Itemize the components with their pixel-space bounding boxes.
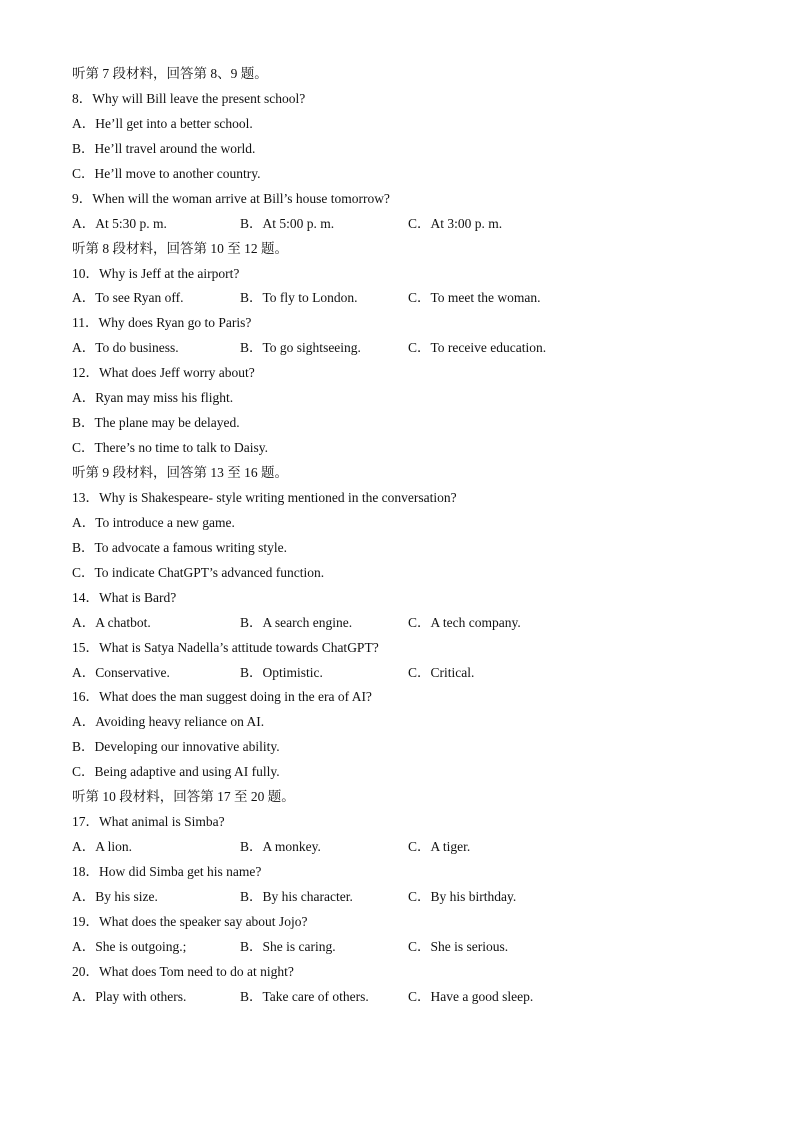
option-b: B．Optimistic.: [240, 664, 323, 680]
option-line: A．Avoiding heavy reliance on AI.: [72, 714, 265, 730]
option-c: C．Have a good sleep.: [408, 988, 534, 1004]
question-text: 8．Why will Bill leave the present school?: [72, 90, 306, 106]
option-c: C．By his birthday.: [408, 888, 517, 904]
option-b: B．By his character.: [240, 888, 353, 904]
section-heading: 听第 10 段材料，回答第 17 至 20 题。: [72, 789, 295, 805]
option-line: A．To introduce a new game.: [72, 514, 235, 530]
option-c: C．A tech company.: [408, 614, 521, 630]
option-line: C．He’ll move to another country.: [72, 165, 261, 181]
option-line: C．Being adaptive and using AI fully.: [72, 764, 280, 780]
option-b: B．To go sightseeing.: [240, 340, 361, 356]
options-row: [72, 935, 732, 960]
option-a: A．She is outgoing.;: [72, 938, 187, 954]
option-b: B．A monkey.: [240, 839, 321, 855]
options-row: [72, 336, 732, 361]
option-b: B．To fly to London.: [240, 290, 358, 306]
option-a: A．A chatbot.: [72, 614, 151, 630]
question-text: 17．What animal is Simba?: [72, 814, 225, 830]
option-a: A．Play with others.: [72, 988, 187, 1004]
document-page: [72, 62, 732, 1010]
question-text: 16．What does the man suggest doing in the era of AI?: [72, 689, 372, 705]
option-c: C．At 3:00 p. m.: [408, 215, 503, 231]
section-heading: 听第 7 段材料，回答第 8、9 题。: [72, 66, 268, 81]
section-heading: 听第 8 段材料，回答第 10 至 12 题。: [72, 240, 288, 256]
option-line: B．The plane may be delayed.: [72, 415, 240, 431]
option-a: A．To do business.: [72, 340, 179, 356]
question-text: 11．Why does Ryan go to Paris?: [72, 315, 252, 331]
option-a: A．A lion.: [72, 839, 133, 855]
option-b: B．A search engine.: [240, 614, 353, 630]
question-text: 9．When will the woman arrive at Bill’s house tomorrow?: [72, 190, 390, 206]
option-line: B．Developing our innovative ability.: [72, 739, 280, 755]
option-a: A．Conservative.: [72, 664, 170, 680]
question-text: 18．How did Simba get his name?: [72, 864, 262, 879]
option-c: C．A tiger.: [408, 839, 471, 855]
option-c: C．To meet the woman.: [408, 290, 541, 306]
option-line: B．To advocate a famous writing style.: [72, 539, 288, 555]
option-line: A．Ryan may miss his flight.: [72, 390, 234, 406]
question-text: 19．What does the speaker say about Jojo?: [72, 913, 308, 929]
option-b: B．Take care of others.: [240, 988, 369, 1004]
option-c: C．To receive education.: [408, 340, 547, 356]
options-row: [72, 985, 732, 1010]
option-c: C．She is serious.: [408, 938, 509, 954]
option-line: B．He’ll travel around the world.: [72, 140, 256, 156]
options-row: [72, 286, 732, 311]
option-line: C．There’s no time to talk to Daisy.: [72, 440, 268, 456]
question-text: 12．What does Jeff worry about?: [72, 365, 255, 381]
option-a: A．By his size.: [72, 888, 158, 904]
option-b: B．At 5:00 p. m.: [240, 215, 335, 231]
question-text: 20．What does Tom need to do at night?: [72, 963, 294, 979]
options-row: [72, 835, 732, 860]
question-text: 13．Why is Shakespeare- style writing mentioned in the conversation?: [72, 489, 457, 505]
options-row: [72, 611, 732, 636]
option-b: B．She is caring.: [240, 938, 336, 954]
question-text: 10．Why is Jeff at the airport?: [72, 265, 240, 281]
options-row: [72, 885, 732, 910]
question-text: 15．What is Satya Nadella’s attitude towards ChatGPT?: [72, 639, 379, 655]
option-line: C．To indicate ChatGPT’s advanced function.: [72, 564, 325, 580]
option-a: A．At 5:30 p. m.: [72, 215, 167, 231]
options-row: [72, 661, 732, 686]
section-heading: 听第 9 段材料，回答第 13 至 16 题。: [72, 465, 288, 480]
option-a: A．To see Ryan off.: [72, 290, 184, 306]
option-c: C．Critical.: [408, 664, 475, 680]
options-row: [72, 212, 732, 237]
question-text: 14．What is Bard?: [72, 589, 177, 605]
option-line: A．He’ll get into a better school.: [72, 115, 253, 131]
